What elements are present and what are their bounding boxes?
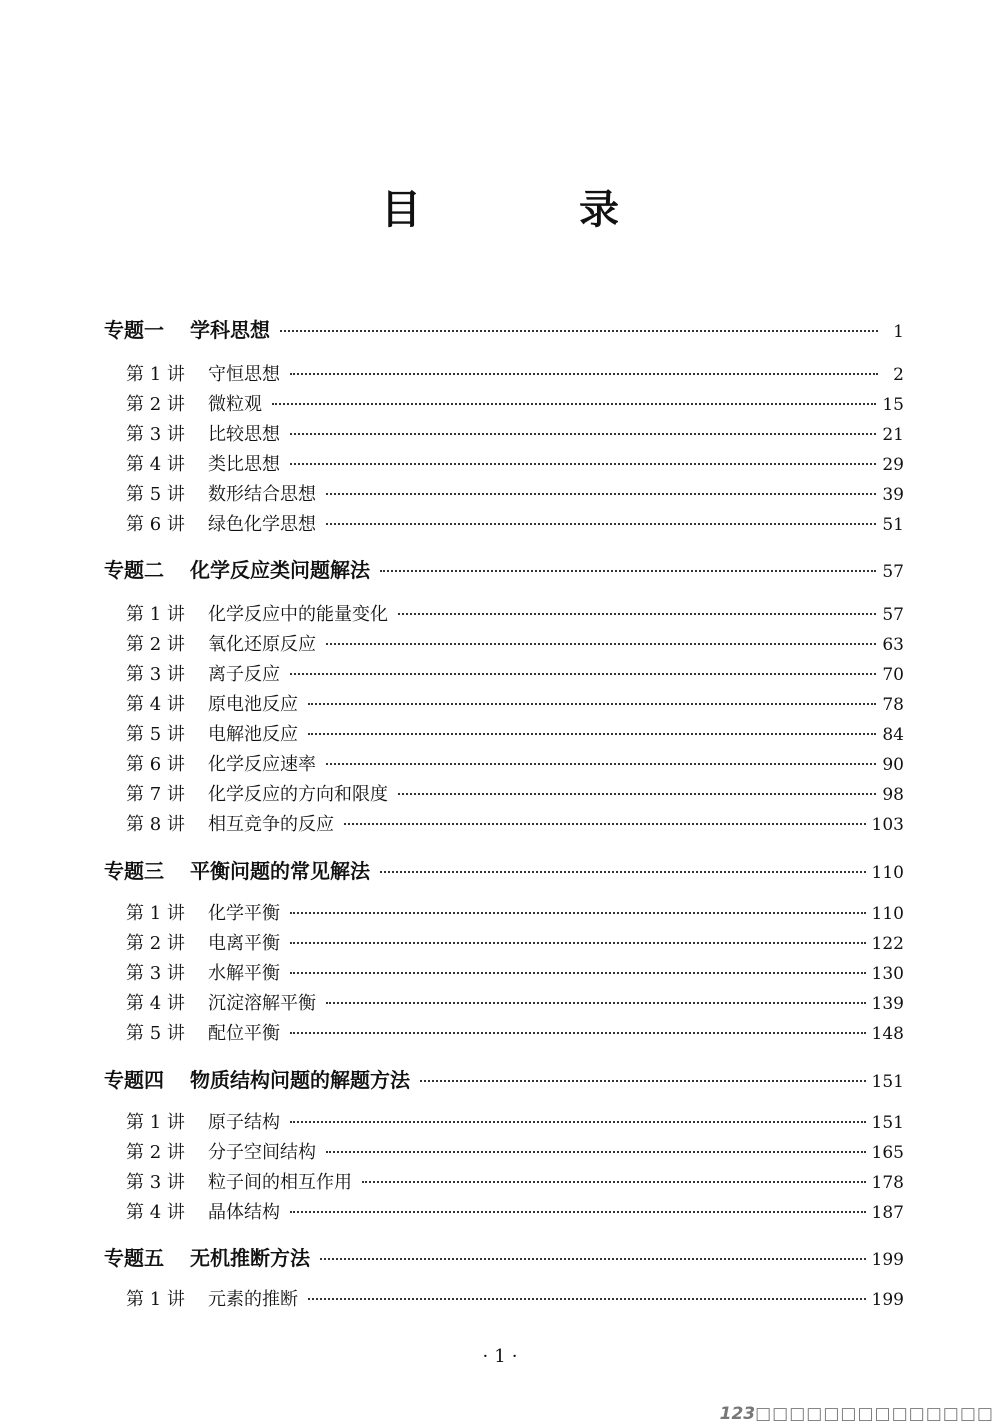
lecture-page-number: 130 [871,964,904,984]
lecture-page-number: 21 [882,425,904,445]
lecture-page-number: 187 [871,1203,904,1223]
lecture-number: 第 3 讲 [126,424,185,445]
dot-leader [326,1151,866,1153]
chapter-number: 专题一 [104,318,164,342]
dot-leader [326,1002,866,1004]
chapter-title: 物质结构问题的解题方法 [190,1068,410,1092]
dot-leader [380,871,866,873]
dot-leader [344,823,866,825]
dot-leader [420,1080,866,1082]
toc-lecture-row[interactable] [126,690,904,716]
lecture-page-number: 57 [882,605,904,625]
lecture-number: 第 4 讲 [126,1202,185,1223]
lecture-page-number: 122 [871,934,904,954]
lecture-page-number: 178 [871,1173,904,1193]
dot-leader [326,643,876,645]
chapter-number: 专题五 [104,1246,164,1270]
toc-lecture-row[interactable] [126,420,904,446]
chapter-page-number: 1 [893,322,904,342]
toc-chapter-row[interactable] [104,855,904,884]
lecture-number: 第 5 讲 [126,724,185,745]
lecture-title: 元素的推断 [208,1289,298,1310]
toc-lecture-row[interactable] [126,750,904,776]
lecture-title: 化学反应中的能量变化 [208,604,388,625]
toc-chapter-row[interactable] [104,1064,904,1093]
lecture-number: 第 5 讲 [126,1023,185,1044]
toc-lecture-row[interactable] [126,989,904,1015]
dot-leader [272,403,876,405]
toc-chapter-row[interactable] [104,314,904,343]
chapter-number: 专题二 [104,558,164,582]
toc-lecture-row[interactable] [126,360,904,386]
lecture-number: 第 1 讲 [126,903,185,924]
dot-leader [290,673,876,675]
chapter-title: 平衡问题的常见解法 [190,859,370,883]
lecture-title: 比较思想 [208,424,280,445]
lecture-number: 第 2 讲 [126,933,185,954]
chapter-title: 无机推断方法 [190,1246,310,1270]
chapter-number: 专题三 [104,859,164,883]
lecture-page-number: 90 [882,755,904,775]
page-number-value: 1 [494,1346,506,1367]
toc-lecture-row[interactable] [126,929,904,955]
dot-leader [380,570,876,572]
lecture-page-number: 148 [871,1024,904,1044]
lecture-title: 电离平衡 [208,933,280,954]
lecture-number: 第 4 讲 [126,993,185,1014]
lecture-number: 第 3 讲 [126,963,185,984]
lecture-number: 第 4 讲 [126,694,185,715]
chapter-number: 专题四 [104,1068,164,1092]
dot-leader [398,793,876,795]
toc-lecture-row[interactable] [126,1285,904,1311]
toc-lecture-row[interactable] [126,899,904,925]
lecture-number: 第 2 讲 [126,634,185,655]
lecture-page-number: 139 [871,994,904,1014]
lecture-title: 沉淀溶解平衡 [208,993,316,1014]
lecture-title: 守恒思想 [208,364,280,385]
dot-leader [280,330,878,332]
toc-lecture-row[interactable] [126,630,904,656]
lecture-title: 原子结构 [208,1112,280,1133]
lecture-page-number: 51 [882,515,904,535]
lecture-page-number: 98 [882,785,904,805]
lecture-title: 化学平衡 [208,903,280,924]
chapter-page-number: 151 [871,1072,904,1092]
lecture-title: 配位平衡 [208,1023,280,1044]
lecture-title: 数形结合思想 [208,484,316,505]
toc-lecture-row[interactable] [126,720,904,746]
toc-lecture-row[interactable] [126,1168,904,1194]
watermark-prefix: 123 [719,1404,756,1424]
dot-leader [290,1121,866,1123]
dot-leader [290,942,866,944]
lecture-number: 第 1 讲 [126,1289,185,1310]
dot-leader [326,763,876,765]
lecture-number: 第 5 讲 [126,484,185,505]
lecture-title: 化学反应的方向和限度 [208,784,388,805]
dot-leader [290,912,866,914]
dot-leader [308,703,876,705]
toc-lecture-row[interactable] [126,1138,904,1164]
lecture-page-number: 39 [882,485,904,505]
lecture-title: 氧化还原反应 [208,634,316,655]
toc-lecture-row[interactable] [126,660,904,686]
dot-leader [326,493,876,495]
lecture-page-number: 103 [871,815,904,835]
lecture-page-number: 110 [871,904,904,924]
lecture-page-number: 15 [882,395,904,415]
lecture-number: 第 8 讲 [126,814,185,835]
toc-lecture-row[interactable] [126,510,904,536]
bullet-icon: · [482,1346,489,1367]
dot-leader [290,463,876,465]
toc-lecture-row[interactable] [126,450,904,476]
lecture-title: 类比思想 [208,454,280,475]
lecture-title: 离子反应 [208,664,280,685]
toc-lecture-row[interactable] [126,780,904,806]
toc-lecture-row[interactable] [126,1019,904,1045]
lecture-number: 第 6 讲 [126,754,185,775]
dot-leader [308,733,876,735]
lecture-page-number: 199 [871,1290,904,1310]
lecture-number: 第 1 讲 [126,604,185,625]
lecture-page-number: 63 [882,635,904,655]
bullet-icon: · [511,1346,518,1367]
lecture-number: 第 3 讲 [126,664,185,685]
lecture-number: 第 4 讲 [126,454,185,475]
lecture-page-number: 165 [871,1143,904,1163]
toc-chapter-row[interactable] [104,1242,904,1271]
lecture-page-number: 29 [882,455,904,475]
toc-lecture-row[interactable] [126,390,904,416]
toc-lecture-row[interactable] [126,1198,904,1224]
chapter-page-number: 57 [882,562,904,582]
lecture-number: 第 2 讲 [126,1142,185,1163]
dot-leader [290,433,876,435]
lecture-page-number: 151 [871,1113,904,1133]
lecture-page-number: 70 [882,665,904,685]
lecture-number: 第 1 讲 [126,364,185,385]
lecture-number: 第 6 讲 [126,514,185,535]
dot-leader [308,1298,866,1300]
lecture-page-number: 78 [882,695,904,715]
chapter-title: 化学反应类问题解法 [190,558,370,582]
lecture-title: 电解池反应 [208,724,298,745]
toc-lecture-row[interactable] [126,600,904,626]
watermark [720,1404,994,1424]
dot-leader [326,523,876,525]
watermark-boxes: □□□□□□□□□□□□□□ [755,1404,994,1424]
lecture-title: 分子空间结构 [208,1142,316,1163]
lecture-title: 晶体结构 [208,1202,280,1223]
toc-lecture-row[interactable] [126,480,904,506]
lecture-page-number: 84 [882,725,904,745]
dot-leader [290,373,878,375]
lecture-title: 相互竞争的反应 [208,814,334,835]
dot-leader [290,972,866,974]
lecture-number: 第 2 讲 [126,394,185,415]
lecture-number: 第 7 讲 [126,784,185,805]
dot-leader [320,1258,866,1260]
dot-leader [290,1211,866,1213]
lecture-title: 化学反应速率 [208,754,316,775]
toc-lecture-row[interactable] [126,959,904,985]
dot-leader [362,1181,866,1183]
lecture-title: 原电池反应 [208,694,298,715]
dot-leader [290,1032,866,1034]
toc-lecture-row[interactable] [126,1108,904,1134]
lecture-title: 水解平衡 [208,963,280,984]
toc-chapter-row[interactable] [104,554,904,583]
dot-leader [398,613,876,615]
chapter-page-number: 110 [871,863,904,883]
lecture-page-number: 2 [893,365,904,385]
chapter-title: 学科思想 [190,318,270,342]
page-title: 目 录 [381,187,691,233]
toc-lecture-row[interactable] [126,810,904,836]
chapter-page-number: 199 [871,1250,904,1270]
lecture-title: 粒子间的相互作用 [208,1172,352,1193]
lecture-number: 第 1 讲 [126,1112,185,1133]
page-number [0,1346,1000,1367]
lecture-title: 绿色化学思想 [208,514,316,535]
lecture-number: 第 3 讲 [126,1172,185,1193]
lecture-title: 微粒观 [208,394,262,415]
